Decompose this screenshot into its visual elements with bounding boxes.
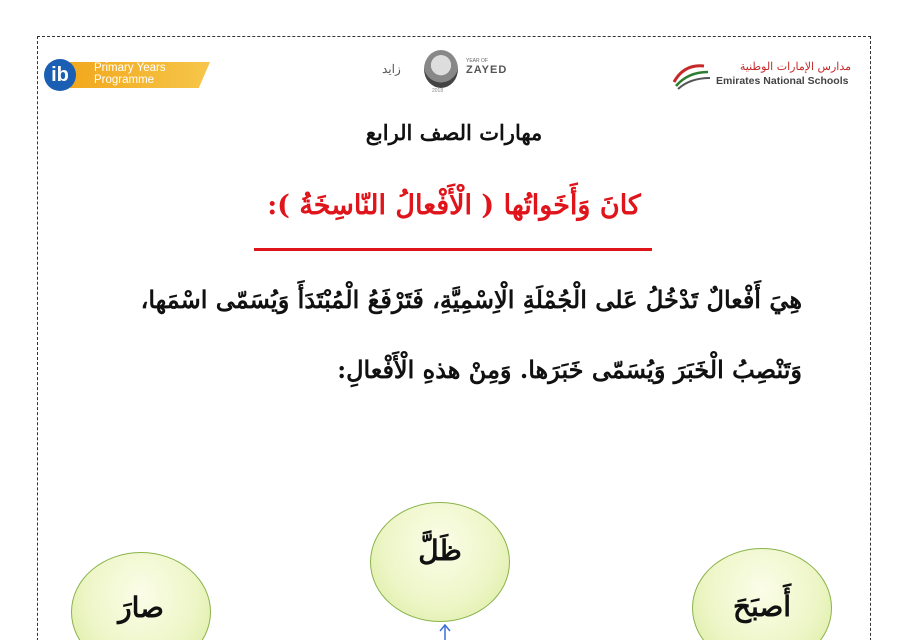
zayed-portrait-icon [424, 50, 458, 88]
ens-arabic-text: مدارس الإمارات الوطنية [739, 60, 851, 73]
zayed-year-of-text: YEAR OF [466, 58, 488, 64]
ib-logo-text [94, 62, 166, 86]
verb-circle-saara: صارَ [71, 552, 211, 640]
zayed-name-text: ZAYED [466, 64, 508, 76]
ib-pyp-logo [44, 59, 210, 91]
emirates-national-schools-logo [670, 58, 855, 92]
ib-logo-line1: Primary Years [94, 62, 166, 74]
year-of-zayed-logo [378, 48, 518, 96]
verb-circle-zalla: ظَلَّ [370, 502, 510, 622]
title-underline [254, 248, 652, 251]
zayed-arabic-text: زايد [382, 62, 401, 76]
ib-logo-line2: Programme [94, 74, 155, 86]
verb-circle-asbaha: أَصبَحَ [692, 548, 832, 640]
definition-line-2: وَتَنْصِبُ الْخَبَرَ وَيُسَمّى خَبَرَها. وَمِنْ هذهِ الْأَفْعالِ: [337, 355, 802, 384]
ens-swirl-icon [670, 60, 712, 90]
grade-title: مهارات الصف الرابع [365, 120, 543, 145]
definition-line-1: هِيَ أَفْعالٌ تَدْخُلُ عَلى الْجُمْلَةِ الْاِسْمِيَّةِ، فَتَرْفَعُ الْمُبْتَدَأَ وَيُسَمّى اسْمَها، [140, 285, 802, 314]
lesson-title: كانَ وَأَخَواتُها ( الْأَفْعالُ النّاسِخَةُ ): [267, 190, 641, 221]
ib-circle-icon: ib [44, 59, 76, 91]
ens-english-text: Emirates National Schools [716, 75, 849, 87]
zayed-year-text: 2018 [432, 88, 444, 94]
arrow-up-icon [438, 624, 452, 640]
